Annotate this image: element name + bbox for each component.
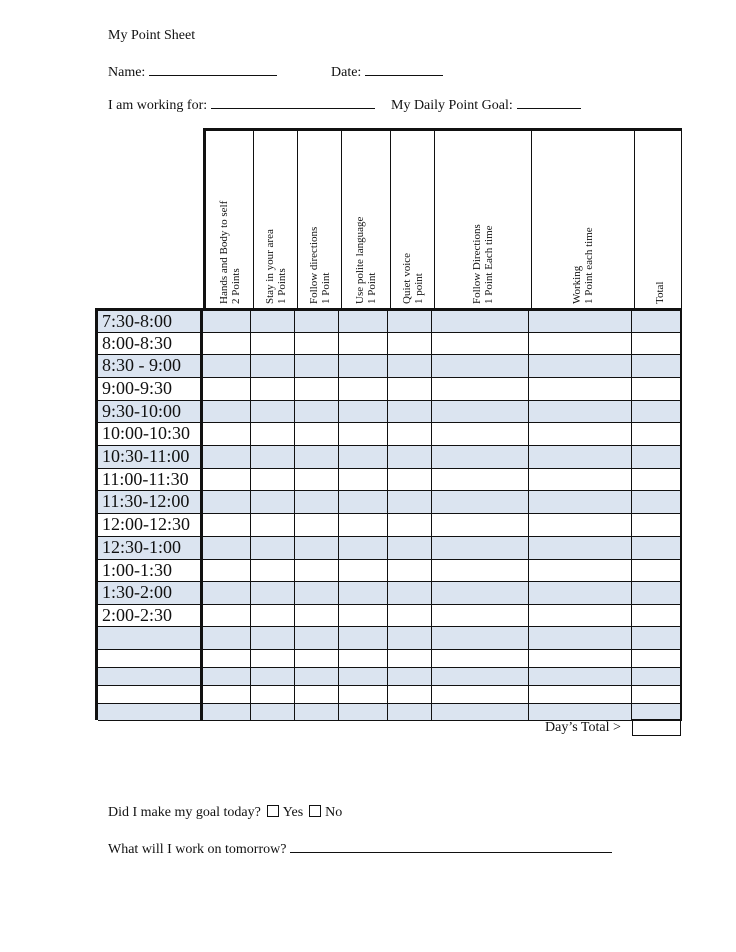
point-cell[interactable] [339, 627, 388, 649]
point-cell[interactable] [339, 537, 388, 559]
point-cell[interactable] [203, 560, 251, 581]
working-for-label: I am working for: [108, 98, 208, 113]
date-field[interactable] [365, 61, 443, 76]
point-cell[interactable] [388, 582, 432, 604]
point-cell[interactable] [251, 311, 295, 332]
yes-checkbox[interactable] [267, 805, 279, 817]
point-cell[interactable] [632, 627, 681, 649]
point-cell[interactable] [529, 311, 632, 332]
point-cell[interactable] [203, 686, 251, 703]
point-cell[interactable] [529, 650, 632, 667]
point-cell[interactable] [432, 423, 529, 445]
point-cell[interactable] [251, 650, 295, 667]
point-cell[interactable] [632, 378, 681, 400]
point-cell[interactable] [388, 491, 432, 513]
point-cell[interactable] [388, 446, 432, 468]
column-header-2 [254, 131, 298, 310]
table-row [98, 650, 682, 668]
point-cell[interactable] [203, 401, 251, 422]
point-cell[interactable] [632, 668, 681, 685]
point-cell[interactable] [251, 333, 295, 354]
point-cell[interactable] [432, 514, 529, 536]
page-title: My Point Sheet [108, 28, 196, 43]
point-cell[interactable] [339, 378, 388, 400]
time-slot [98, 668, 203, 685]
point-cell[interactable] [388, 469, 432, 490]
time-slot: 8:00-8:30 [98, 333, 203, 354]
point-cell[interactable] [251, 686, 295, 703]
point-cell[interactable] [432, 469, 529, 490]
point-cell[interactable] [339, 491, 388, 513]
table-row [98, 401, 682, 423]
table-row [98, 423, 682, 446]
name-field[interactable] [149, 61, 277, 76]
table-row [98, 378, 682, 401]
table-row [98, 627, 682, 650]
column-header-7 [532, 131, 635, 310]
point-cell[interactable] [388, 355, 432, 377]
no-checkbox[interactable] [309, 805, 321, 817]
point-cell[interactable] [529, 491, 632, 513]
time-slot: 10:00-10:30 [98, 423, 203, 445]
column-header-line1: Follow Directions [471, 224, 483, 304]
point-cell[interactable] [432, 686, 529, 703]
column-header-line2: 1 Point each time [583, 227, 595, 304]
yes-label: Yes [282, 805, 304, 820]
table-row [98, 469, 682, 491]
time-slot [98, 627, 203, 649]
point-cell[interactable] [339, 355, 388, 377]
column-header-5 [391, 131, 435, 310]
point-cell[interactable] [251, 401, 295, 422]
point-cell[interactable] [632, 704, 681, 720]
point-cell[interactable] [251, 605, 295, 626]
point-cell[interactable] [388, 333, 432, 354]
tomorrow-field[interactable] [290, 838, 612, 853]
point-cell[interactable] [295, 650, 339, 667]
point-cell[interactable] [529, 514, 632, 536]
point-cell[interactable] [251, 704, 295, 720]
point-cell[interactable] [203, 378, 251, 400]
time-slot: 1:00-1:30 [98, 560, 203, 581]
point-cell[interactable] [203, 446, 251, 468]
point-cell[interactable] [529, 686, 632, 703]
column-header-line1: Hands and Body to self [217, 200, 230, 304]
table-row [98, 686, 682, 704]
point-cell[interactable] [632, 650, 681, 667]
point-cell[interactable] [432, 668, 529, 685]
point-cell[interactable] [388, 650, 432, 667]
point-cell[interactable] [203, 333, 251, 354]
table-row [98, 514, 682, 537]
point-cell[interactable] [432, 311, 529, 332]
point-cell[interactable] [295, 491, 339, 513]
point-cell[interactable] [632, 311, 681, 332]
column-header-line1: Use polite language [354, 216, 366, 304]
column-header-line1: Stay in your area [263, 229, 276, 304]
point-cell[interactable] [339, 686, 388, 703]
point-cell[interactable] [432, 401, 529, 422]
point-cell[interactable] [388, 605, 432, 626]
table-row [98, 704, 682, 721]
point-cell[interactable] [632, 355, 681, 377]
point-cell[interactable] [203, 668, 251, 685]
point-cell[interactable] [632, 605, 681, 626]
table-row [98, 605, 682, 627]
point-cell[interactable] [203, 704, 251, 720]
column-header-1 [206, 131, 254, 310]
no-label: No [325, 805, 343, 820]
table-row [98, 355, 682, 378]
point-cell[interactable] [251, 668, 295, 685]
name-label: Name: [108, 65, 146, 80]
point-cell[interactable] [388, 560, 432, 581]
tomorrow-question [108, 838, 612, 858]
column-header-label [654, 282, 666, 304]
point-cell[interactable] [632, 686, 681, 703]
point-cell[interactable] [432, 560, 529, 581]
point-cell[interactable] [432, 582, 529, 604]
goal-row [391, 94, 581, 114]
column-header-8 [635, 131, 684, 310]
column-header-line2: 2 Points [229, 268, 242, 304]
column-header-label [218, 201, 242, 304]
point-cell[interactable] [529, 333, 632, 354]
point-cell[interactable] [251, 378, 295, 400]
point-cell[interactable] [529, 605, 632, 626]
column-header-line1: Working [571, 265, 583, 304]
point-cell[interactable] [339, 333, 388, 354]
point-cell[interactable] [432, 704, 529, 720]
column-header-3 [298, 131, 342, 310]
point-cell[interactable] [295, 537, 339, 559]
point-cell[interactable] [251, 560, 295, 581]
point-cell[interactable] [529, 423, 632, 445]
point-cell[interactable] [632, 401, 681, 422]
point-cell[interactable] [295, 378, 339, 400]
goal-question [108, 805, 342, 821]
point-cell[interactable] [529, 355, 632, 377]
column-header-4 [342, 131, 391, 310]
point-cell[interactable] [432, 355, 529, 377]
point-cell[interactable] [203, 423, 251, 445]
point-cell[interactable] [203, 627, 251, 649]
name-row [108, 61, 277, 81]
point-cell[interactable] [388, 378, 432, 400]
point-cell[interactable] [339, 469, 388, 490]
point-cell[interactable] [251, 627, 295, 649]
days-total-field[interactable] [632, 719, 681, 736]
point-cell[interactable] [388, 668, 432, 685]
time-slot [98, 686, 203, 703]
point-cell[interactable] [432, 333, 529, 354]
working-for-row [108, 94, 375, 114]
column-header-line1: Total [653, 281, 666, 304]
column-header-line2: 1 Point [366, 272, 378, 304]
point-cell[interactable] [251, 582, 295, 604]
goal-field[interactable] [517, 94, 581, 109]
column-header-6 [435, 131, 532, 310]
point-cell[interactable] [388, 311, 432, 332]
column-header-line2: 1 point [412, 273, 425, 304]
point-cell[interactable] [295, 704, 339, 720]
point-cell[interactable] [632, 469, 681, 490]
point-cell[interactable] [295, 627, 339, 649]
point-cell[interactable] [388, 401, 432, 422]
point-cell[interactable] [432, 537, 529, 559]
point-cell[interactable] [632, 491, 681, 513]
time-slot: 9:00-9:30 [98, 378, 203, 400]
point-cell[interactable] [203, 650, 251, 667]
time-slot: 12:00-12:30 [98, 514, 203, 536]
point-cell[interactable] [529, 537, 632, 559]
point-cell[interactable] [339, 446, 388, 468]
table-row [98, 311, 682, 333]
point-cell[interactable] [203, 311, 251, 332]
point-cell[interactable] [432, 446, 529, 468]
table-row [98, 446, 682, 469]
point-grid [95, 128, 682, 720]
point-cell[interactable] [203, 605, 251, 626]
point-cell[interactable] [339, 668, 388, 685]
point-cell[interactable] [529, 378, 632, 400]
point-cell[interactable] [632, 333, 681, 354]
point-cell[interactable] [432, 491, 529, 513]
point-cell[interactable] [529, 668, 632, 685]
point-cell[interactable] [295, 605, 339, 626]
time-slot: 9:30-10:00 [98, 401, 203, 422]
point-cell[interactable] [251, 355, 295, 377]
time-slot [98, 650, 203, 667]
time-slot: 12:30-1:00 [98, 537, 203, 559]
time-slot: 11:00-11:30 [98, 469, 203, 490]
time-rows [95, 308, 682, 720]
point-cell[interactable] [632, 560, 681, 581]
column-header-line2: 1 Points [275, 268, 288, 304]
point-cell[interactable] [203, 537, 251, 559]
point-cell[interactable] [295, 560, 339, 581]
column-header-label [401, 253, 425, 304]
point-cell[interactable] [432, 605, 529, 626]
point-cell[interactable] [632, 446, 681, 468]
days-total-label: Day’s Total > [545, 720, 621, 735]
point-cell[interactable] [251, 446, 295, 468]
point-cell[interactable] [529, 560, 632, 581]
point-cell[interactable] [251, 537, 295, 559]
point-cell[interactable] [295, 582, 339, 604]
point-cell[interactable] [339, 560, 388, 581]
point-cell[interactable] [295, 686, 339, 703]
column-header-label [308, 227, 332, 304]
column-header-line2: 1 Point Each time [483, 225, 495, 304]
date-row [331, 61, 443, 81]
point-cell[interactable] [339, 514, 388, 536]
time-slot [98, 704, 203, 720]
point-cell[interactable] [339, 605, 388, 626]
time-slot: 7:30-8:00 [98, 311, 203, 332]
point-cell[interactable] [251, 423, 295, 445]
point-cell[interactable] [529, 446, 632, 468]
point-cell[interactable] [339, 423, 388, 445]
tomorrow-question-text: What will I work on tomorrow? [108, 842, 287, 857]
point-cell[interactable] [295, 401, 339, 422]
point-cell[interactable] [388, 423, 432, 445]
time-slot: 2:00-2:30 [98, 605, 203, 626]
column-header-label [354, 217, 378, 304]
point-cell[interactable] [251, 491, 295, 513]
column-header-label [264, 229, 288, 304]
table-row [98, 537, 682, 560]
point-cell[interactable] [339, 311, 388, 332]
point-cell[interactable] [632, 537, 681, 559]
point-cell[interactable] [295, 311, 339, 332]
point-cell[interactable] [339, 582, 388, 604]
table-row [98, 491, 682, 514]
point-cell[interactable] [388, 627, 432, 649]
point-cell[interactable] [388, 704, 432, 720]
point-cell[interactable] [432, 650, 529, 667]
point-cell[interactable] [295, 514, 339, 536]
time-slot: 11:30-12:00 [98, 491, 203, 513]
point-cell[interactable] [203, 582, 251, 604]
point-cell[interactable] [339, 650, 388, 667]
table-row [98, 582, 682, 605]
column-header-label [471, 224, 495, 304]
point-cell[interactable] [529, 627, 632, 649]
point-cell[interactable] [529, 582, 632, 604]
working-for-field[interactable] [211, 94, 375, 109]
point-cell[interactable] [529, 704, 632, 720]
date-label: Date: [331, 65, 362, 80]
point-cell[interactable] [529, 401, 632, 422]
table-row [98, 333, 682, 355]
time-slot: 8:30 - 9:00 [98, 355, 203, 377]
column-header-line1: Quiet voice [400, 252, 413, 304]
point-cell[interactable] [529, 469, 632, 490]
point-cell[interactable] [295, 469, 339, 490]
point-cell[interactable] [295, 446, 339, 468]
point-cell[interactable] [295, 668, 339, 685]
point-cell[interactable] [432, 627, 529, 649]
point-cell[interactable] [203, 514, 251, 536]
point-cell[interactable] [251, 514, 295, 536]
point-cell[interactable] [339, 401, 388, 422]
point-cell[interactable] [203, 469, 251, 490]
table-row [98, 560, 682, 582]
goal-label: My Daily Point Goal: [391, 98, 513, 113]
point-cell[interactable] [295, 423, 339, 445]
point-cell[interactable] [295, 355, 339, 377]
point-cell[interactable] [203, 355, 251, 377]
point-cell[interactable] [632, 582, 681, 604]
column-header-label [571, 227, 595, 304]
column-header-line2: 1 Point [319, 272, 332, 304]
point-cell[interactable] [388, 686, 432, 703]
column-header-line1: Follow directions [307, 226, 320, 304]
point-cell[interactable] [295, 333, 339, 354]
column-headers [203, 128, 682, 310]
table-row [98, 668, 682, 686]
point-cell[interactable] [388, 514, 432, 536]
point-cell[interactable] [388, 537, 432, 559]
time-slot: 10:30-11:00 [98, 446, 203, 468]
point-cell[interactable] [432, 378, 529, 400]
point-cell[interactable] [339, 704, 388, 720]
point-cell[interactable] [632, 423, 681, 445]
point-cell[interactable] [203, 491, 251, 513]
goal-question-text: Did I make my goal today? [108, 805, 261, 820]
point-cell[interactable] [251, 469, 295, 490]
time-slot: 1:30-2:00 [98, 582, 203, 604]
point-cell[interactable] [632, 514, 681, 536]
